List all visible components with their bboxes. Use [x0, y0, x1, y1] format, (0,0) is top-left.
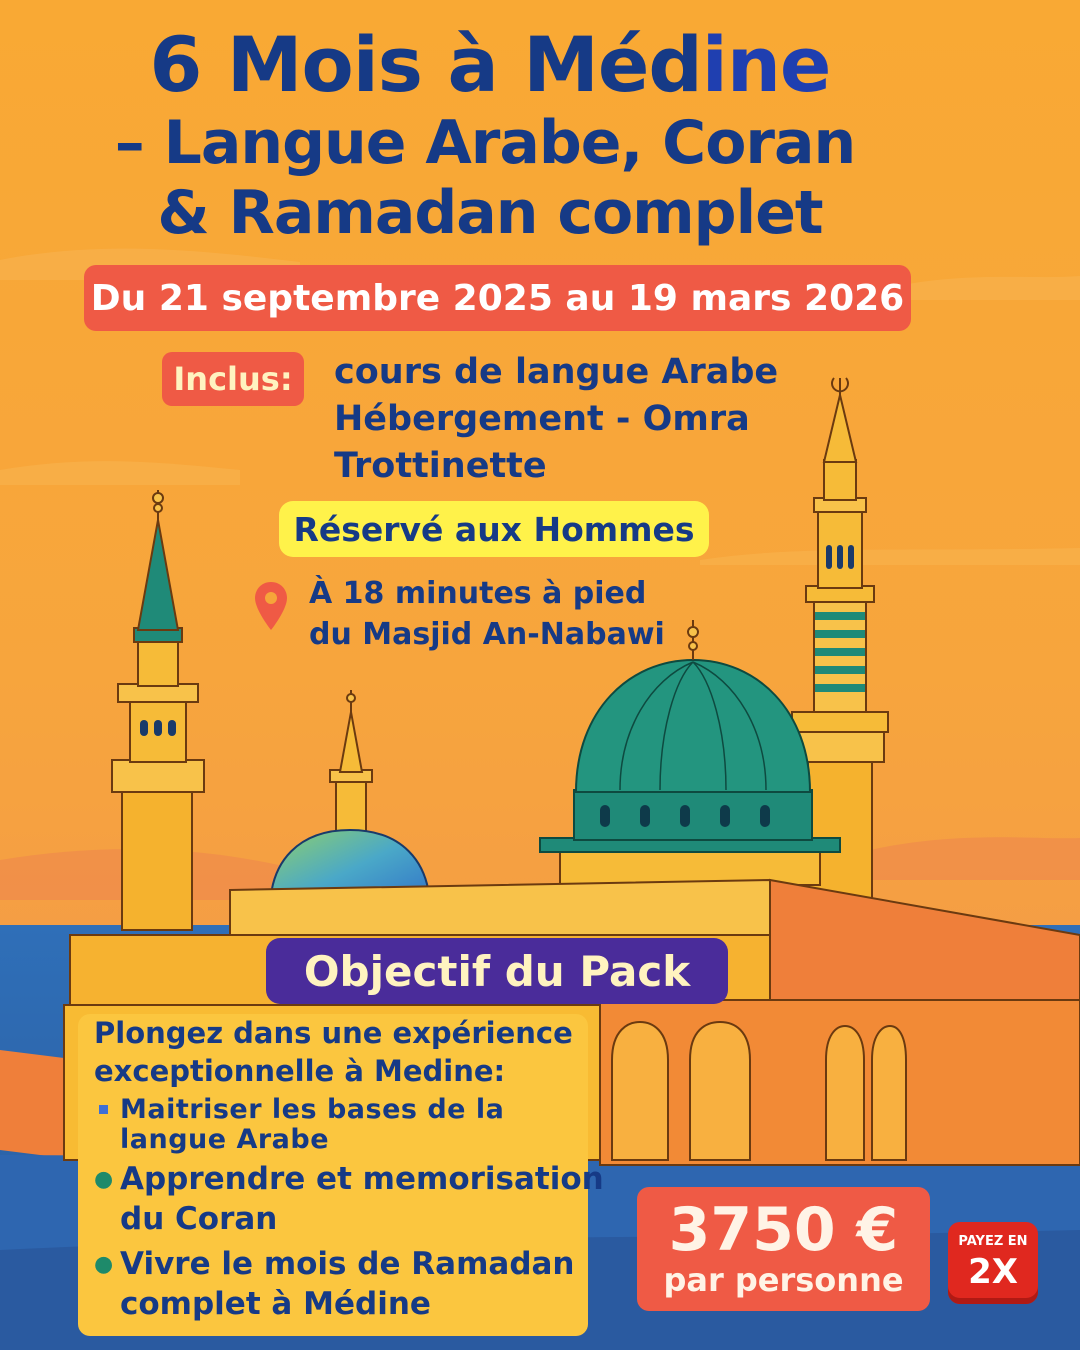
objective-bullet-3-line-1: Vivre le mois de Ramadan [120, 1246, 575, 1282]
reserved-badge: Réservé aux Hommes [279, 501, 709, 557]
objective-bullet-2-line-1: Apprendre et memorisation [120, 1161, 604, 1197]
included-label: Inclus: [162, 352, 304, 406]
pay-badge-big-text: 2X [968, 1252, 1018, 1292]
objective-intro-line-2: exceptionnelle à Medine: [94, 1054, 506, 1088]
included-item: Hébergement - Omra [334, 399, 750, 439]
page-title-line-2: – Langue Arabe, Coran [114, 108, 856, 178]
location-pin-icon [253, 580, 289, 632]
objective-bullet-3-line-2: complet à Médine [120, 1286, 431, 1322]
included-item: cours de langue Arabe [334, 352, 779, 392]
price-box [637, 1187, 930, 1311]
location-line-1: À 18 minutes à pied [309, 576, 647, 611]
page-title-line-3: & Ramadan complet [157, 178, 823, 248]
pay-in-installments-badge [948, 1222, 1038, 1304]
title-main: 6 Mois à Méd [149, 20, 702, 109]
date-range-banner: Du 21 septembre 2025 au 19 mars 2026 [84, 265, 911, 331]
price-subtitle: par personne [663, 1261, 904, 1299]
bullet-dot-icon: ● [94, 1167, 114, 1192]
title-highlight: ine [701, 20, 831, 109]
bullet-dot-icon: ● [94, 1252, 114, 1277]
objective-bullet-1-line-2: langue Arabe [120, 1124, 330, 1155]
objective-title: Objectif du Pack [266, 938, 728, 1004]
objective-bullet-2-line-2: du Coran [120, 1201, 278, 1237]
location-line-2: du Masjid An-Nabawi [309, 617, 665, 652]
objective-intro-line-1: Plongez dans une expérience [94, 1016, 573, 1050]
included-item: Trottinette [334, 446, 547, 486]
page-title-line-1 [0, 20, 990, 109]
pay-badge-top-text: PAYEZ EN [958, 1234, 1028, 1249]
bullet-square-icon [99, 1105, 108, 1114]
price-value: 3750 € [668, 1195, 899, 1265]
objective-bullet-1-line-1: Maitriser les bases de la [120, 1094, 505, 1125]
